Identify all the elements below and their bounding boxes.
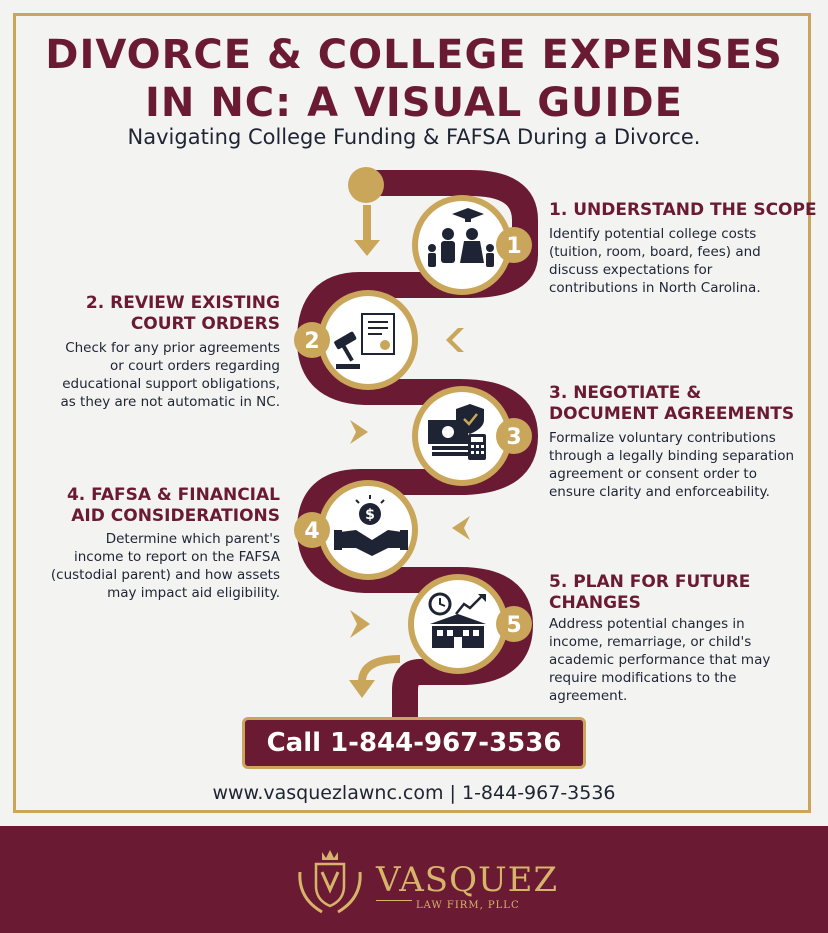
arrow-chevron-1 [446, 328, 464, 352]
step-4-text-line: may impact aid eligibility. [107, 585, 280, 601]
step-5-title-line: CHANGES [549, 593, 641, 613]
website-phone-line[interactable]: www.vasquezlawnc.com | 1-844-967-3536 [212, 782, 616, 804]
law-firm-crest-logo-icon [292, 846, 368, 920]
page-title-line-2: IN NC: A VISUAL GUIDE [145, 80, 683, 126]
step-4-text-line: income to report on the FAFSA [73, 549, 280, 565]
step-1-text-line: discuss expectations for [549, 262, 713, 278]
step-2-text-line: educational support obligations, [62, 376, 280, 392]
path-start-knob [348, 167, 384, 203]
step-3-title [549, 383, 794, 425]
svg-text:$: $ [365, 507, 375, 523]
step-5-text-line: Address potential changes in [549, 616, 745, 632]
page-subtitle: Navigating College Funding & FAFSA During a Divorce. [127, 125, 701, 149]
step-1-text-line: Identify potential college costs [549, 226, 757, 242]
step-3-text-line: through a legally binding separation [549, 448, 795, 464]
step-2-text-line: as they are not automatic in NC. [60, 394, 280, 410]
call-button[interactable]: Call 1-844-967-3536 [242, 717, 586, 769]
step-1-text-line: contributions in North Carolina. [549, 280, 761, 296]
step-number-1: 1 [506, 234, 522, 259]
brand-subtitle: LAW FIRM, PLLC [416, 900, 520, 911]
step-2-title-line: 2. REVIEW EXISTING [85, 293, 280, 313]
step-5-text-line: require modifications to the [549, 670, 737, 686]
step-2-title [86, 293, 280, 335]
step-1-text [549, 225, 761, 297]
step-2-text-line: or court orders regarding [110, 358, 280, 374]
step-3-title-line: 3. NEGOTIATE & [549, 383, 702, 403]
step-5-title [549, 572, 750, 614]
step-5-text [549, 615, 770, 705]
arrow-chevron-2 [350, 420, 368, 444]
step-3-text-line: agreement or consent order to [549, 466, 757, 482]
page-title-line-1: DIVORCE & COLLEGE EXPENSES [45, 32, 783, 78]
step-4-title-line: AID CONSIDERATIONS [71, 506, 280, 526]
arrow-chevron-3 [452, 516, 470, 540]
step-number-3: 3 [506, 425, 522, 450]
arrow-chevron-4 [350, 610, 370, 638]
step-1-title: 1. UNDERSTAND THE SCOPE [549, 200, 817, 220]
step-5-text-line: academic performance that may [549, 652, 771, 668]
step-4-text-line: (custodial parent) and how assets [50, 567, 280, 583]
brand-divider [376, 900, 412, 901]
brand-name: VASQUEZ [376, 860, 559, 900]
step-4-text-line: Determine which parent's [105, 531, 280, 547]
step-5-text-line: agreement. [549, 688, 628, 704]
step-3-text [549, 429, 794, 501]
step-2-title-line: COURT ORDERS [130, 314, 280, 334]
step-4-text [51, 530, 280, 602]
step-1-text-line: (tuition, room, board, fees) and [549, 244, 761, 260]
arrow-down-start [354, 205, 380, 256]
step-number-5: 5 [506, 613, 522, 638]
step-2-text [60, 339, 280, 411]
step-5-title-line: 5. PLAN FOR FUTURE [549, 572, 751, 592]
step-2-text-line: Check for any prior agreements [65, 340, 280, 356]
step-3-text-line: Formalize voluntary contributions [549, 430, 776, 446]
step-3-title-line: DOCUMENT AGREEMENTS [549, 404, 795, 424]
step-3-text-line: ensure clarity and enforceability. [549, 484, 770, 500]
step-number-4: 4 [304, 519, 320, 544]
step-5-text-line: income, remarriage, or child's [549, 634, 752, 650]
step-4-title-line: 4. FAFSA & FINANCIAL [66, 485, 280, 505]
step-4-title [67, 485, 280, 527]
step-number-2: 2 [304, 329, 320, 354]
